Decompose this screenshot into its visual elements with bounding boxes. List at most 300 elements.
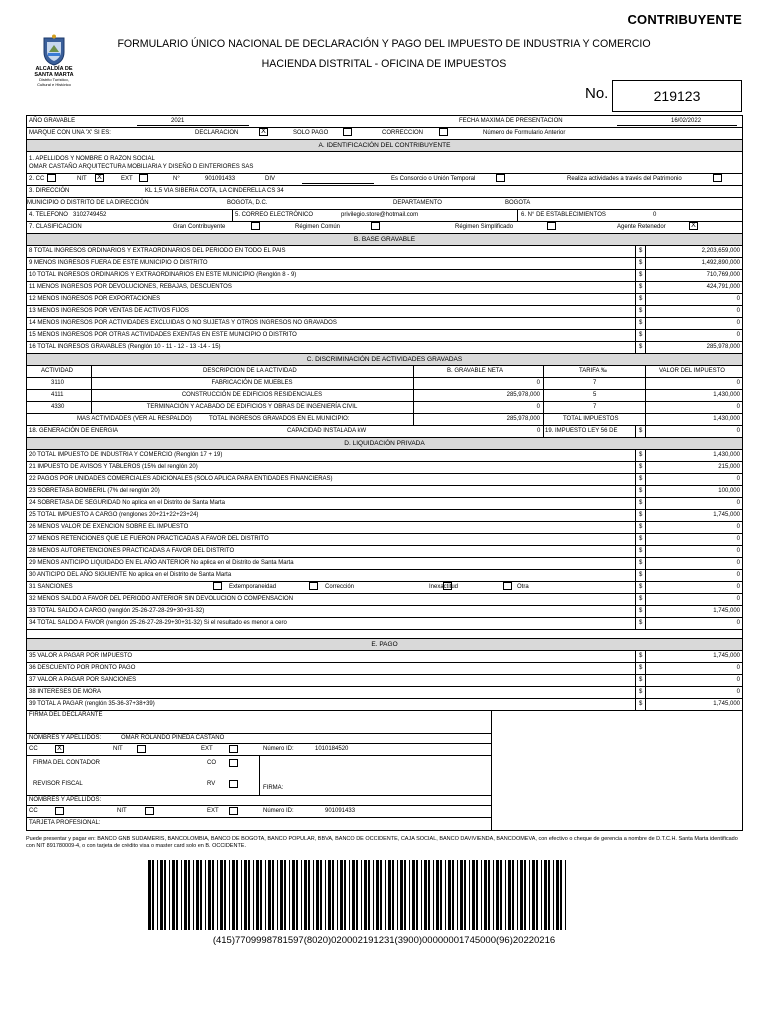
- barcode-bar: [364, 860, 367, 930]
- patrimonio-checkbox[interactable]: [713, 174, 722, 182]
- base-gravable-label: 12 MENOS INGRESOS POR EXPORTACIONES: [29, 296, 161, 302]
- firma-contador-label: FIRMA DEL CONTADOR: [33, 760, 101, 766]
- contador-cc-label: CC: [29, 808, 38, 814]
- n-value: 901091433: [205, 176, 236, 182]
- gran-contribuyente-checkbox[interactable]: [251, 222, 260, 230]
- section-d-rows: [27, 450, 742, 630]
- pago-label: 39 TOTAL A PAGAR (renglón 35-36-37+38+39): [29, 701, 155, 707]
- barcode-bar: [529, 860, 530, 930]
- liquidacion-row: 29 MENOS ANTICIPO LIQUIDADO EN EL AÑO ANTERIOR No aplica en el Distrito de Santa Marta $ 0: [27, 558, 742, 570]
- base-gravable-row: 12 MENOS INGRESOS POR EXPORTACIONES $ 0: [27, 294, 742, 306]
- barcode-bar: [176, 860, 178, 930]
- declaracion-checkbox[interactable]: X: [259, 128, 268, 136]
- barcode-bar: [469, 860, 470, 930]
- activity-base: 285,978,000: [506, 392, 540, 398]
- payment-note: Puede presentar y pagar en: BANCO GNB SUDAMERIS, BANCOLOMBIA, BANCO DE BOGOTA, BANCO POPULAR, BBVA, BANCO DE OCCIDENTE, CAJA SOCIAL, BANCO DAVIVIENDA, BANCOOMEVA, con efectivo o cheque de gerencia a nombre de D.T.C.H. Santa Marta identificado con NIT 891780009-4, o con tarjeta de crédito visa o master card solo en B. OCCIDENTE.: [26, 836, 738, 849]
- col-descripcion: DESCRIPCION DE LA ACTIVIDAD: [203, 368, 297, 374]
- liquidacion-row: 21 IMPUESTO DE AVISOS Y TABLEROS (15% del renglón 20) $ 215,000: [27, 462, 742, 474]
- pago-row: 38 INTERESES DE MORA $ 0: [27, 687, 742, 699]
- liquidacion-value: 0: [736, 500, 740, 506]
- logo-line-2: SANTA MARTA: [34, 72, 74, 78]
- base-gravable-value: 285,978,000: [706, 344, 740, 350]
- activity-valor: 1,430,000: [713, 392, 740, 398]
- row-nombre: [27, 152, 742, 174]
- barcode-bar: [560, 860, 562, 930]
- barcode-bar: [556, 860, 559, 930]
- establecimientos-label: 6. N° DE ESTABLECIMIENTOS: [521, 212, 606, 218]
- barcode-bar: [292, 860, 295, 930]
- base-gravable-label: 8 TOTAL INGRESOS ORDINARIOS Y EXTRAORDINARIOS DEL PERIODO EN TODO EL PAIS: [29, 248, 286, 254]
- row-telefono: [27, 210, 742, 222]
- nit-label: NIT: [77, 176, 87, 182]
- tarjeta-label: TARJETA PROFESIONAL:: [29, 820, 101, 826]
- declarante-id-label: Número ID:: [263, 746, 294, 752]
- barcode-bar: [380, 860, 382, 930]
- form-subtitle: HACIENDA DISTRITAL - OFICINA DE IMPUESTOS: [261, 58, 507, 70]
- rv-label: RV: [207, 781, 216, 787]
- barcode-bar: [548, 860, 550, 930]
- barcode-bar: [472, 860, 475, 930]
- liquidacion-value: 0: [736, 536, 740, 542]
- liquidacion-label: 26 MENOS VALOR DE EXENCION SOBRE EL IMPUESTO: [29, 524, 189, 530]
- liquidacion-label: 25 TOTAL IMPUESTO A CARGO (renglones 20+21+22+23+24): [29, 512, 199, 518]
- barcode-bar: [481, 860, 482, 930]
- anio-label: AÑO GRAVABLE: [29, 118, 76, 124]
- pago-value: 0: [736, 689, 740, 695]
- barcode-bar: [148, 860, 151, 930]
- liquidacion-value: 0: [736, 560, 740, 566]
- base-gravable-row: 8 TOTAL INGRESOS ORDINARIOS Y EXTRAORDINARIOS DEL PERIODO EN TODO EL PAIS $ 2,203,659,000: [27, 246, 742, 258]
- barcode-bar: [500, 860, 502, 930]
- pago-row: 39 TOTAL A PAGAR (renglón 35-36-37+38+39) $ 1,745,000: [27, 699, 742, 711]
- barcode-bar: [160, 860, 163, 930]
- otra-checkbox[interactable]: [503, 582, 512, 590]
- barcode-bar: [349, 860, 350, 930]
- pago-label: 38 INTERESES DE MORA: [29, 689, 102, 695]
- pago-label: 35 VALOR A PAGAR POR IMPUESTO: [29, 653, 133, 659]
- activity-code: 4111: [51, 392, 64, 398]
- barcode-bar: [397, 860, 398, 930]
- activity-valor: 0: [736, 380, 740, 386]
- capacidad-label: CAPACIDAD INSTALADA kW: [287, 428, 367, 434]
- declarante-ext-label: EXT: [201, 746, 213, 752]
- pago-value: 1,745,000: [713, 653, 740, 659]
- activity-base: 0: [536, 380, 540, 386]
- inexactitud-label: Inexactitud: [429, 584, 459, 590]
- extemporaneidad-checkbox[interactable]: [213, 582, 222, 590]
- liquidacion-label: 29 MENOS ANTICIPO LIQUIDADO EN EL AÑO ANTERIOR No aplica en el Distrito de Santa Marta: [29, 560, 294, 566]
- col-valor: VALOR DEL IMPUESTO: [659, 368, 725, 374]
- liquidacion-label: 28 MENOS AUTORETENCIONES PRACTICADAS A FAVOR DEL DISTRITO: [29, 548, 235, 554]
- barcode-bar: [308, 860, 310, 930]
- barcode-bar: [244, 860, 247, 930]
- barcode-bar: [428, 860, 430, 930]
- barcode-bar: [340, 860, 343, 930]
- liquidacion-label: 32 MENOS SALDO A FAVOR DEL PERIODO ANTERIOR SIN DEVOLUCION O COMPENSACION: [29, 596, 294, 602]
- liquidacion-label: 23 SOBRETASA BOMBERIL (7% del renglón 20): [29, 488, 160, 494]
- nombre-label: 1. APELLIDOS Y NOMBRE O RAZON SOCIAL: [29, 156, 155, 162]
- barcode-bar: [448, 860, 451, 930]
- liquidacion-value: 0: [736, 620, 740, 626]
- barcode-bar: [508, 860, 511, 930]
- gran-contribuyente-label: Gran Contribuyente: [173, 224, 226, 230]
- barcode-bar: [208, 860, 211, 930]
- base-gravable-value: 710,769,000: [706, 272, 740, 278]
- barcode-bar: [520, 860, 523, 930]
- contador-id-label: Número ID:: [263, 808, 294, 814]
- firma-declarante-label: FIRMA DEL DECLARANTE: [29, 712, 103, 718]
- row-marque: [27, 128, 742, 140]
- activity-row: [27, 378, 742, 390]
- barcode-bar: [328, 860, 331, 930]
- pago-label: 36 DESCUENTO POR PRONTO PAGO: [29, 665, 136, 671]
- regimen-comun-checkbox[interactable]: [371, 222, 380, 230]
- liquidacion-value: 215,000: [718, 464, 740, 470]
- correccion-sancion-checkbox[interactable]: [309, 582, 318, 590]
- liquidacion-value: 0: [736, 524, 740, 530]
- activities-header-row: [27, 366, 742, 378]
- barcode-bar: [152, 860, 154, 930]
- barcode-bar: [433, 860, 434, 930]
- section-e-header: E. PAGO: [27, 639, 742, 651]
- barcode-bar: [421, 860, 422, 930]
- activity-row: [27, 402, 742, 414]
- nombres-label: NOMBRES Y APELLIDOS:: [29, 735, 102, 741]
- barcode-bar: [344, 860, 346, 930]
- municipio-value: BOGOTA, D.C.: [227, 200, 268, 206]
- agente-retenedor-checkbox[interactable]: X: [689, 222, 698, 230]
- base-gravable-row: 14 MENOS INGRESOS POR ACTIVIDADES EXCLUIDAS O NO SUJETAS Y OTROS INGRESOS NO GRAVADOS $ 0: [27, 318, 742, 330]
- ley-56-label: 19. IMPUESTO LEY 56 DE: [545, 428, 618, 434]
- ley-56-value: 0: [736, 428, 740, 434]
- barcode-bar: [248, 860, 250, 930]
- activity-tarifa: 5: [593, 392, 597, 398]
- email-label: 5. CORREO ELECTRÓNICO: [235, 212, 314, 218]
- pago-value: 1,745,000: [713, 701, 740, 707]
- liquidacion-row: 24 SOBRETASA DE SEGURIDAD No aplica en el Distrito de Santa Marta $ 0: [27, 498, 742, 510]
- barcode-bar: [241, 860, 242, 930]
- barcode-bar: [301, 860, 302, 930]
- col-base: B. GRAVABLE NETA: [447, 368, 504, 374]
- declaration-form: [26, 115, 743, 831]
- barcode-bar: [493, 860, 494, 930]
- activity-description: FABRICACIÓN DE MUEBLES: [211, 380, 293, 386]
- barcode-bar: [424, 860, 427, 930]
- fecha-label: FECHA MAXIMA DE PRESENTACION: [459, 118, 563, 124]
- section-e-rows: [27, 651, 742, 711]
- extemporaneidad-label: Extemporaneidad: [229, 584, 277, 590]
- barcode-bar: [337, 860, 338, 930]
- nit-checkbox[interactable]: X: [95, 174, 104, 182]
- marque-label: MARQUE CON UNA 'X' SI ES:: [29, 130, 111, 136]
- activities-rows: [27, 378, 742, 414]
- base-gravable-row: 16 TOTAL INGRESOS GRAVABLES (Renglón 10 - 11 - 12 - 13 -14 - 15) $ 285,978,000: [27, 342, 742, 354]
- revisor-label: REVISOR FISCAL: [33, 781, 83, 787]
- establecimientos-value: 0: [653, 212, 657, 218]
- consorcio-checkbox[interactable]: [496, 174, 505, 182]
- liquidacion-row: 23 SOBRETASA BOMBERIL (7% del renglón 20) $ 100,000: [27, 486, 742, 498]
- email-value: privilegio.store@hotmail.com: [341, 212, 419, 218]
- contador-id-value: 901091433: [325, 808, 356, 814]
- barcode-bar: [460, 860, 463, 930]
- liquidacion-row: 22 PAGOS POR UNIDADES COMERCIALES ADICIONALES (SOLO APLICA PARA ENTIDADES FINANCIERAS) $ 0: [27, 474, 742, 486]
- activity-description: CONSTRUCCIÓN DE EDIFICIOS RESIDENCIALES: [181, 392, 323, 398]
- base-gravable-label: 15 MENOS INGRESOS POR OTRAS ACTIVIDADES EXENTAS EN ESTE MUNICIPIO O DISTRITO: [29, 332, 297, 338]
- barcode-bar: [388, 860, 391, 930]
- col-tarifa: TARIFA ‰: [579, 368, 607, 374]
- contador-nit-label: NIT: [117, 808, 127, 814]
- energia-label: 18. GENERACIÓN DE ENERGIA: [29, 428, 119, 434]
- liquidacion-row: 27 MENOS RETENCIONES QUE LE FUERON PRACTICADAS A FAVOR DEL DISTRITO $ 0: [27, 534, 742, 546]
- barcode-bar: [304, 860, 307, 930]
- anio-value: 2021: [171, 118, 185, 124]
- co-label: CO: [207, 760, 216, 766]
- liquidacion-value: 1,430,000: [713, 452, 740, 458]
- declarante-nit-label: NIT: [113, 746, 123, 752]
- agente-retenedor-label: Agente Retenedor: [617, 224, 666, 230]
- barcode-bar: [181, 860, 182, 930]
- nombre-value: OMAR CASTAÑO ARQUITECTURA MOBILIARIA Y DISEÑO D EINTERIORES SAS: [29, 164, 254, 170]
- row-direccion: [27, 186, 742, 198]
- liquidacion-label: 34 TOTAL SALDO A FAVOR (renglón 25-26-27-28-29+30+31-32) Si el resultado es menor a cero: [29, 620, 287, 626]
- co-checkbox[interactable]: [229, 759, 238, 767]
- activities-total-row: [27, 414, 742, 426]
- liquidacion-row: 20 TOTAL IMPUESTO DE INDUSTRIA Y COMERCIO (Renglón 17 + 19) $ 1,430,000: [27, 450, 742, 462]
- ext-checkbox[interactable]: [139, 174, 148, 182]
- barcode-bar: [496, 860, 499, 930]
- activity-code: 3110: [51, 380, 64, 386]
- logo-line-4: Cultural e Histórico: [37, 81, 71, 87]
- rv-checkbox[interactable]: [229, 780, 238, 788]
- regimen-comun-label: Régimen Común: [295, 224, 341, 230]
- liquidacion-label: 30 ANTICIPO DEL AÑO SIGUIENTE No aplica en el Distrito de Santa Marta: [29, 572, 232, 578]
- barcode-bar: [524, 860, 526, 930]
- liquidacion-label: 22 PAGOS POR UNIDADES COMERCIALES ADICIONALES (SOLO APLICA PARA ENTIDADES FINANCIERAS): [29, 476, 333, 482]
- base-gravable-label: 9 MENOS INGRESOS FUERA DE ESTE MUNICIPIO O DISTRITO: [29, 260, 208, 266]
- barcode-bar: [296, 860, 298, 930]
- pago-label: 37 VALOR A PAGAR POR SANCIONES: [29, 677, 137, 683]
- copy-label: CONTRIBUYENTE: [627, 12, 742, 27]
- barcode-bar: [184, 860, 187, 930]
- logo-line-3: Distrito Turístico,: [39, 77, 69, 82]
- barcode-bar: [440, 860, 442, 930]
- section-c-header: C. DISCRIMINACIÓN DE ACTIVIDADES GRAVADAS: [27, 354, 742, 366]
- barcode-bar: [409, 860, 410, 930]
- form-number-label: No.: [585, 85, 609, 102]
- barcode-bar: [284, 860, 286, 930]
- liquidacion-row: 34 TOTAL SALDO A FAVOR (renglón 25-26-27-28-29+30+31-32) Si el resultado es menor a cero $ 0: [27, 618, 742, 630]
- contador-nit-checkbox[interactable]: [145, 807, 154, 815]
- activity-tarifa: 7: [593, 380, 597, 386]
- contador-ext-checkbox[interactable]: [229, 807, 238, 815]
- liquidacion-row: 32 MENOS SALDO A FAVOR DEL PERIODO ANTERIOR SIN DEVOLUCION O COMPENSACION $ 0: [27, 594, 742, 606]
- telefono-value: 3102749452: [73, 212, 107, 218]
- declarante-ext-checkbox[interactable]: [229, 745, 238, 753]
- row-id: [27, 174, 742, 186]
- total-ingresos-label: TOTAL INGRESOS GRAVADOS EN EL MUNICIPIO:: [209, 416, 350, 422]
- liquidacion-row: 26 MENOS VALOR DE EXENCION SOBRE EL IMPUESTO $ 0: [27, 522, 742, 534]
- section-b-rows: [27, 246, 742, 354]
- pago-value: 0: [736, 677, 740, 683]
- row-municipio: [27, 198, 742, 210]
- barcode-bar: [332, 860, 334, 930]
- section-a-header: A. IDENTIFICACIÓN DEL CONTRIBUYENTE: [27, 140, 742, 152]
- liquidacion-row: 25 TOTAL IMPUESTO A CARGO (renglones 20+21+22+23+24) $ 1,745,000: [27, 510, 742, 522]
- barcode-bar: [224, 860, 226, 930]
- pago-row: 37 VALOR A PAGAR POR SANCIONES $ 0: [27, 675, 742, 687]
- barcode-bar: [265, 860, 266, 930]
- base-gravable-row: 15 MENOS INGRESOS POR OTRAS ACTIVIDADES EXENTAS EN ESTE MUNICIPIO O DISTRITO $ 0: [27, 330, 742, 342]
- consorcio-label: Es Consorcio o Unión Temporal: [391, 176, 476, 182]
- clasificacion-label: 7. CLASIFICACION: [29, 224, 82, 230]
- barcode-bar: [232, 860, 235, 930]
- liquidacion-label: 31 SANCIONES: [29, 584, 73, 590]
- barcode-bar: [277, 860, 278, 930]
- municipio-label: MUNICIPIO O DISTRITO DE LA DIRECCIÓN: [27, 200, 149, 206]
- barcode-bar: [457, 860, 458, 930]
- liquidacion-label: 20 TOTAL IMPUESTO DE INDUSTRIA Y COMERCIO (Renglón 17 + 19): [29, 452, 223, 458]
- barcode-bar: [536, 860, 538, 930]
- barcode: [148, 860, 570, 930]
- barcode-bar: [260, 860, 262, 930]
- total-impuestos-value: 1,430,000: [713, 416, 740, 422]
- barcode-bar: [289, 860, 290, 930]
- barcode-bar: [436, 860, 439, 930]
- barcode-bar: [280, 860, 283, 930]
- nombres2-label: NOMBRES Y APELLIDOS:: [29, 797, 102, 803]
- telefono-label: 4. TELEFONO: [29, 212, 68, 218]
- base-gravable-row: 10 TOTAL INGRESOS ORDINARIOS Y EXTRAORDINARIOS EN ESTE MUNICIPIO (Renglón 8 - 9) $ 710,769,000: [27, 270, 742, 282]
- regimen-simplificado-checkbox[interactable]: [547, 222, 556, 230]
- liquidacion-label: 21 IMPUESTO DE AVISOS Y TABLEROS (15% del renglón 20): [29, 464, 198, 470]
- total-impuestos-label: TOTAL IMPUESTOS: [563, 416, 619, 422]
- barcode-bar: [400, 860, 403, 930]
- form-title: FORMULARIO ÚNICO NACIONAL DE DECLARACIÓN Y PAGO DEL IMPUESTO DE INDUSTRIA Y COMERCIO: [117, 38, 651, 50]
- barcode-bar: [196, 860, 199, 930]
- liquidacion-row: 30 ANTICIPO DEL AÑO SIGUIENTE No aplica en el Distrito de Santa Marta $ 0: [27, 570, 742, 582]
- declarante-id-value: 1010184520: [315, 746, 349, 752]
- barcode-bar: [200, 860, 202, 930]
- liquidacion-label: 27 MENOS RETENCIONES QUE LE FUERON PRACTICADAS A FAVOR DEL DISTRITO: [29, 536, 269, 542]
- declarante-nit-checkbox[interactable]: [137, 745, 146, 753]
- activity-tarifa: 7: [593, 404, 597, 410]
- liquidacion-value: 1,745,000: [713, 512, 740, 518]
- barcode-bar: [236, 860, 238, 930]
- liquidacion-row: 31 SANCIONES Extemporaneidad Corrección Inexactitud Otra $ 0: [27, 582, 742, 594]
- barcode-text: (415)7709998781597(8020)020002191231(3900)00000001745000(96)20220216: [212, 935, 556, 946]
- div-label: DIV: [265, 176, 276, 182]
- contador-cc-checkbox[interactable]: [55, 807, 64, 815]
- barcode-bar: [320, 860, 322, 930]
- solo-pago-label: SOLO PAGO: [293, 130, 329, 136]
- activity-row: [27, 390, 742, 402]
- liquidacion-label: 24 SOBRETASA DE SEGURIDAD No aplica en el Distrito de Santa Marta: [29, 500, 225, 506]
- fecha-value: 16/02/2022: [671, 118, 702, 124]
- barcode-bar: [193, 860, 194, 930]
- base-gravable-value: 1,492,890,000: [701, 260, 740, 266]
- barcode-bar: [565, 860, 566, 930]
- base-gravable-label: 14 MENOS INGRESOS POR ACTIVIDADES EXCLUIDAS O NO SUJETAS Y OTROS INGRESOS NO GRAVADOS: [29, 320, 337, 326]
- otra-label: Otra: [517, 584, 529, 590]
- barcode-bar: [476, 860, 478, 930]
- base-gravable-row: 9 MENOS INGRESOS FUERA DE ESTE MUNICIPIO O DISTRITO $ 1,492,890,000: [27, 258, 742, 270]
- base-gravable-label: 16 TOTAL INGRESOS GRAVABLES (Renglón 10 - 11 - 12 - 13 -14 - 15): [29, 344, 221, 350]
- col-actividad: ACTIVIDAD: [41, 368, 74, 374]
- cc-checkbox[interactable]: [47, 174, 56, 182]
- barcode-bar: [220, 860, 223, 930]
- barcode-bar: [452, 860, 454, 930]
- barcode-bar: [361, 860, 362, 930]
- base-gravable-row: 13 MENOS INGRESOS POR VENTAS DE ACTIVOS FIJOS $ 0: [27, 306, 742, 318]
- base-gravable-value: 0: [736, 308, 740, 314]
- barcode-bar: [445, 860, 446, 930]
- base-gravable-label: 10 TOTAL INGRESOS ORDINARIOS Y EXTRAORDINARIOS EN ESTE MUNICIPIO (Renglón 8 - 9): [29, 272, 297, 278]
- barcode-bar: [488, 860, 490, 930]
- nombres-value: OMAR ROLANDO PINEDA CASTAÑO: [121, 735, 225, 741]
- base-gravable-value: 0: [736, 296, 740, 302]
- declarante-cc-label: CC: [29, 746, 38, 752]
- liquidacion-value: 1,745,000: [713, 608, 740, 614]
- capacidad-value: 0: [537, 428, 541, 434]
- liquidacion-value: 100,000: [718, 488, 740, 494]
- departamento-label: DEPARTAMENTO: [393, 200, 442, 206]
- liquidacion-value: 0: [736, 584, 740, 590]
- direccion-label: 3. DIRECCIÓN: [29, 188, 70, 194]
- barcode-bar: [368, 860, 370, 930]
- barcode-bar: [376, 860, 379, 930]
- barcode-bar: [352, 860, 355, 930]
- activity-base: 0: [536, 404, 540, 410]
- barcode-bar: [316, 860, 319, 930]
- section-d-header: D. LIQUIDACIÓN PRIVADA: [27, 438, 742, 450]
- barcode-bar: [544, 860, 547, 930]
- form-number: 219123: [612, 80, 742, 112]
- base-gravable-row: 11 MENOS INGRESOS POR DEVOLUCIONES, REBAJAS, DESCUENTOS $ 424,791,000: [27, 282, 742, 294]
- barcode-bar: [416, 860, 418, 930]
- declaracion-label: DECLARACION: [195, 130, 239, 136]
- n-label: N°: [173, 176, 180, 182]
- patrimonio-label: Realiza actividades a través del Patrimonio: [567, 176, 682, 182]
- barcode-bar: [172, 860, 175, 930]
- energia-row: 18. GENERACIÓN DE ENERGIA CAPACIDAD INSTALADA kW 0 19. IMPUESTO LEY 56 DE $ 0: [27, 426, 742, 438]
- barcode-bar: [268, 860, 271, 930]
- section-b-header: B. BASE GRAVABLE: [27, 234, 742, 246]
- base-gravable-label: 11 MENOS INGRESOS POR DEVOLUCIONES, REBAJAS, DESCUENTOS: [29, 284, 232, 290]
- barcode-bar: [253, 860, 254, 930]
- direccion-value: KL 1,5 VIA SIBERIA COTA, LA CINDERELLA CS 34: [145, 188, 284, 194]
- cc-label: 2. CC: [29, 176, 45, 182]
- barcode-bar: [205, 860, 206, 930]
- barcode-bar: [484, 860, 487, 930]
- barcode-bar: [532, 860, 535, 930]
- pago-row: 35 VALOR A PAGAR POR IMPUESTO $ 1,745,000: [27, 651, 742, 663]
- contador-ext-label: EXT: [207, 808, 219, 814]
- mas-actividades-label: MAS ACTIVIDADES (VER AL RESPALDO): [77, 416, 192, 422]
- barcode-bar: [256, 860, 259, 930]
- base-gravable-value: 0: [736, 332, 740, 338]
- barcode-bar: [392, 860, 394, 930]
- liquidacion-value: 0: [736, 572, 740, 578]
- barcode-bar: [464, 860, 466, 930]
- barcode-bar: [553, 860, 554, 930]
- activity-code: 4330: [51, 404, 65, 410]
- correccion-checkbox[interactable]: [439, 128, 448, 136]
- barcode-bar: [217, 860, 218, 930]
- barcode-bar: [272, 860, 274, 930]
- declarante-cc-checkbox[interactable]: X: [55, 745, 64, 753]
- num-anterior-label: Número de Formulario Anterior: [483, 130, 566, 136]
- solo-pago-checkbox[interactable]: [343, 128, 352, 136]
